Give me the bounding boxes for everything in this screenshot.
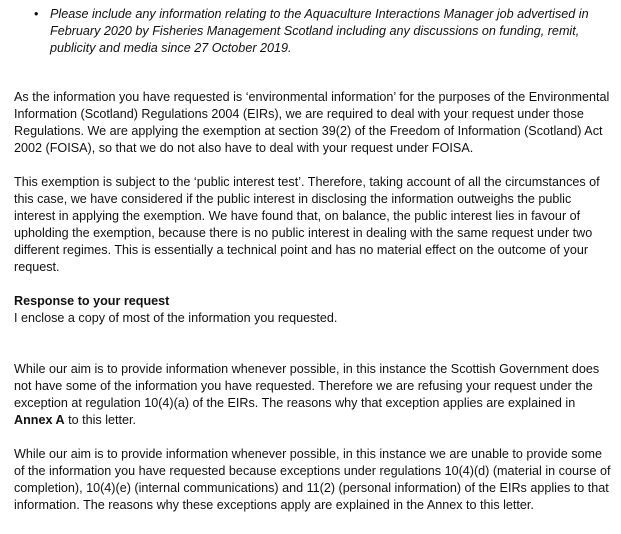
annex-a-reference: Annex A [14, 413, 65, 427]
eir-applicability-paragraph: As the information you have requested is ‘environmental information’ for the purposes of the Environmental Information (Scotland) Regulations 2004 (EIRs), we are required to deal with your request under those Regulations. We are applying the exemption at section 39(2) of the Freedom of Information (Scotland) Act 2002 (FOISA), so that we do not also have to deal with your request under FOISA. [14, 90, 610, 155]
bullet-icon: • [34, 7, 39, 21]
exceptions-paragraph: While our aim is to provide information whenever possible, in this instance we are unable to provide some of the information you have requested because exceptions under regulations 10(4)(d) (material in course of completion), 10(4)(e) (internal communications) and 11(2) (personal information) of the EIRs applies to that information. The reasons why these exceptions apply are explained in the Annex to this letter. [14, 447, 611, 512]
request-text: Please include any information relating to the Aquaculture Interactions Manager job advertised in February 2020 by Fisheries Management Scotland including any discussions on funding, remit, publicity and media since 27 October 2019. [50, 7, 589, 55]
paragraph-text-end: to this letter. [64, 413, 137, 427]
public-interest-paragraph: This exemption is subject to the ‘public interest test’. Therefore, taking account of all the circumstances of this case, we have considered if the public interest in disclosing the information outweighs the public interest in applying the exemption. We have found that, on balance, the public interest lies in favour of upholding the exemption, because there is no public interest in dealing with the same request under two different regimes. This is essentially a technical point and has no material effect on the outcome of your request. [14, 175, 600, 274]
response-heading: Response to your request [14, 294, 170, 308]
information-not-held-paragraph [14, 361, 612, 429]
letter-body [14, 6, 612, 514]
response-text: I enclose a copy of most of the information you requested. [14, 311, 338, 325]
request-list [14, 6, 612, 57]
paragraph-text: While our aim is to provide information whenever possible, in this instance the Scottish Government does not have some of the information you have requested. Therefore we are refusing your request under the exception at regulation 10(4)(a) of the EIRs. The reasons why that exception applies are explained in [14, 362, 600, 410]
request-bullet-item [14, 6, 612, 57]
